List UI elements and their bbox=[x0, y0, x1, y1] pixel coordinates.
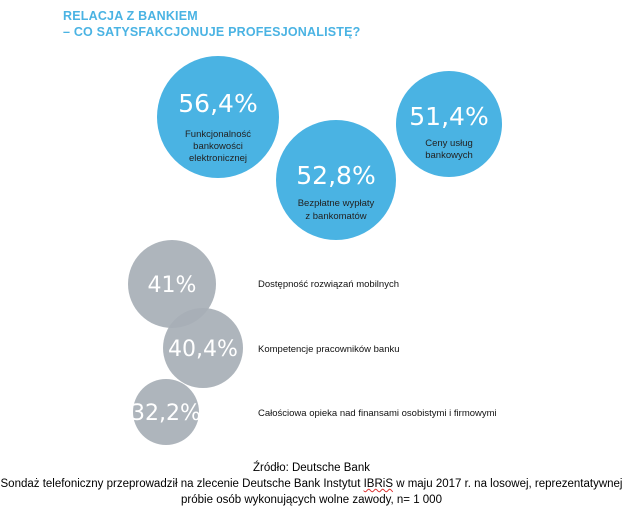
bubble-value: 51,4% bbox=[409, 102, 489, 131]
bubble-label-line-1: Ceny usług bbox=[425, 138, 473, 149]
source-line-2 bbox=[0, 476, 623, 492]
source-line-3: próbie osób wykonujących wolne zawody, n= 1 000 bbox=[181, 494, 442, 506]
bubble-label-line-2: z bankomatów bbox=[305, 211, 367, 222]
bubble-label-line-3: elektronicznej bbox=[188, 153, 248, 164]
bubble-value: 52,8% bbox=[296, 161, 376, 190]
bubble-care bbox=[131, 379, 201, 445]
bubble-functionality bbox=[157, 56, 279, 178]
bubble-free-withdrawals bbox=[276, 120, 396, 240]
bubble-value: 56,4% bbox=[178, 89, 258, 118]
bubble-value: 41% bbox=[147, 273, 197, 298]
source-ibris: IBRiS bbox=[363, 478, 393, 490]
source-line-2-start: Sondaż telefoniczny przeprowadził na zlecenie Deutsche Bank Instytut bbox=[0, 478, 364, 490]
bubble-label-line-2: bankowości bbox=[193, 141, 243, 152]
bubble-value: 32,2% bbox=[131, 401, 201, 426]
row-label-care: Całościowa opieka nad finansami osobistymi i firmowymi bbox=[258, 408, 497, 419]
source-line-2-end: w maju 2017 r. na losowej, reprezentatywnej bbox=[393, 478, 623, 490]
source-note bbox=[0, 460, 623, 508]
source-line-1: Źródło: Deutsche Bank bbox=[253, 462, 370, 474]
bubble-value: 40,4% bbox=[168, 337, 238, 362]
row-label-mobile: Dostępność rozwiązań mobilnych bbox=[258, 279, 399, 290]
bubble-staff bbox=[163, 308, 243, 388]
bubble-label-line-1: Bezpłatne wypłaty bbox=[297, 198, 375, 209]
bubble-label-line-2: bankowych bbox=[425, 150, 473, 161]
row-label-staff: Kompetencje pracowników banku bbox=[258, 344, 400, 355]
chart-title-line-2: – CO SATYSFAKCJONUJE PROFESJONALISTĘ? bbox=[63, 25, 361, 39]
chart-title-line-1: RELACJA Z BANKIEM bbox=[63, 9, 198, 23]
bubble-label-line-1: Funkcjonalność bbox=[184, 129, 252, 140]
bubble-prices bbox=[396, 71, 502, 177]
